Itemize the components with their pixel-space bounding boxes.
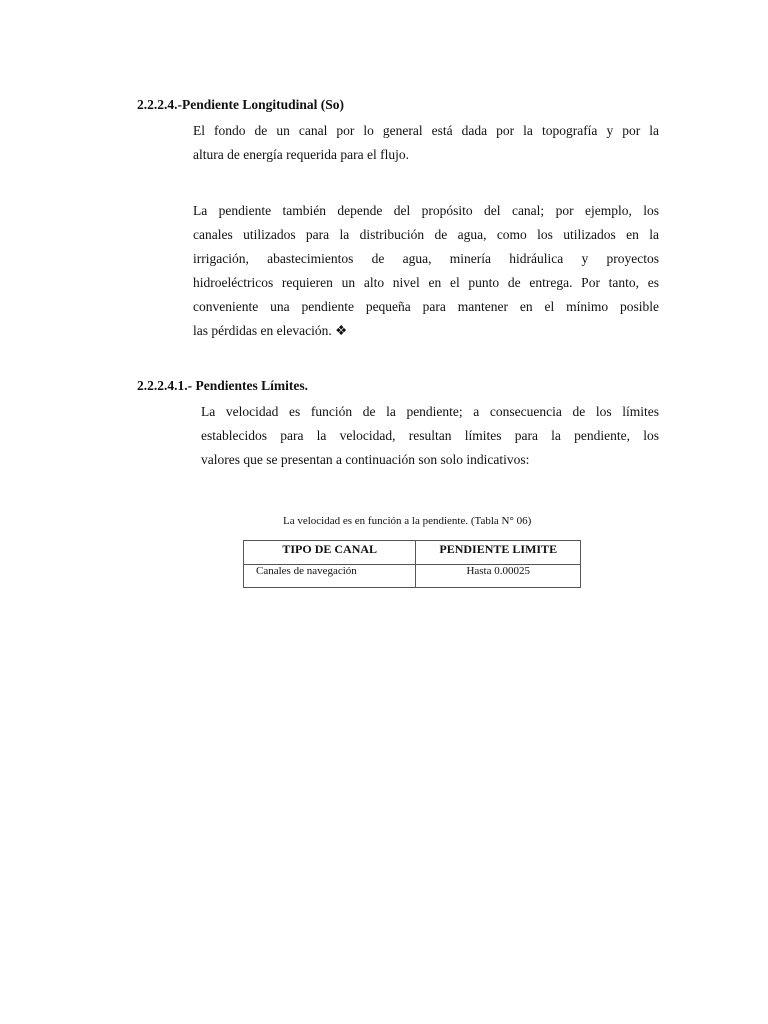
- text-line: establecidos para la velocidad, resultan límites para la pendiente, los: [201, 428, 659, 443]
- paragraph-proposito-canal: [193, 199, 659, 343]
- header-pendiente-limite: PENDIENTE LIMITE: [439, 542, 558, 556]
- text-line: valores que se presentan a continuación son solo indicativos:: [201, 452, 530, 467]
- section-heading-pendiente-longitudinal: 2.2.2.4.-Pendiente Longitudinal (So): [137, 97, 345, 112]
- text-line: El fondo de un canal por lo general está dada por la topografía y por la: [193, 123, 659, 138]
- header-tipo-de-canal: TIPO DE CANAL: [282, 542, 378, 556]
- table-caption: La velocidad es en función a la pendiente. (Tabla N° 06): [283, 515, 532, 527]
- text-line: La pendiente también depende del propósito del canal; por ejemplo, los: [193, 203, 659, 218]
- text-line: las pérdidas en elevación. ❖: [193, 323, 348, 338]
- pendiente-limite-table: [243, 540, 581, 588]
- text-line: irrigación, abastecimientos de agua, minería hidráulica y proyectos: [193, 251, 659, 266]
- table-row: [244, 565, 581, 588]
- text-line: hidroeléctricos requieren un alto nivel en el punto de entrega. Por tanto, es: [193, 275, 659, 290]
- text-line: canales utilizados para la distribución de agua, como los utilizados en la: [193, 227, 659, 242]
- text-line: La velocidad es función de la pendiente; a consecuencia de los límites: [201, 404, 659, 419]
- paragraph-fondo-canal: [193, 119, 659, 167]
- section-heading-pendientes-limites: 2.2.2.4.1.- Pendientes Límites.: [137, 378, 308, 393]
- table-header-cell: [416, 541, 581, 565]
- table-cell: Canales de navegación: [244, 565, 416, 588]
- table-header-row: [244, 541, 581, 565]
- text-line: altura de energía requerida para el flujo.: [193, 147, 410, 162]
- table-header-cell: [244, 541, 416, 565]
- text-line: conveniente una pendiente pequeña para mantener en el mínimo posible: [193, 299, 659, 314]
- table-cell: Hasta 0.00025: [416, 565, 581, 588]
- paragraph-velocidad-pendiente: [201, 400, 659, 472]
